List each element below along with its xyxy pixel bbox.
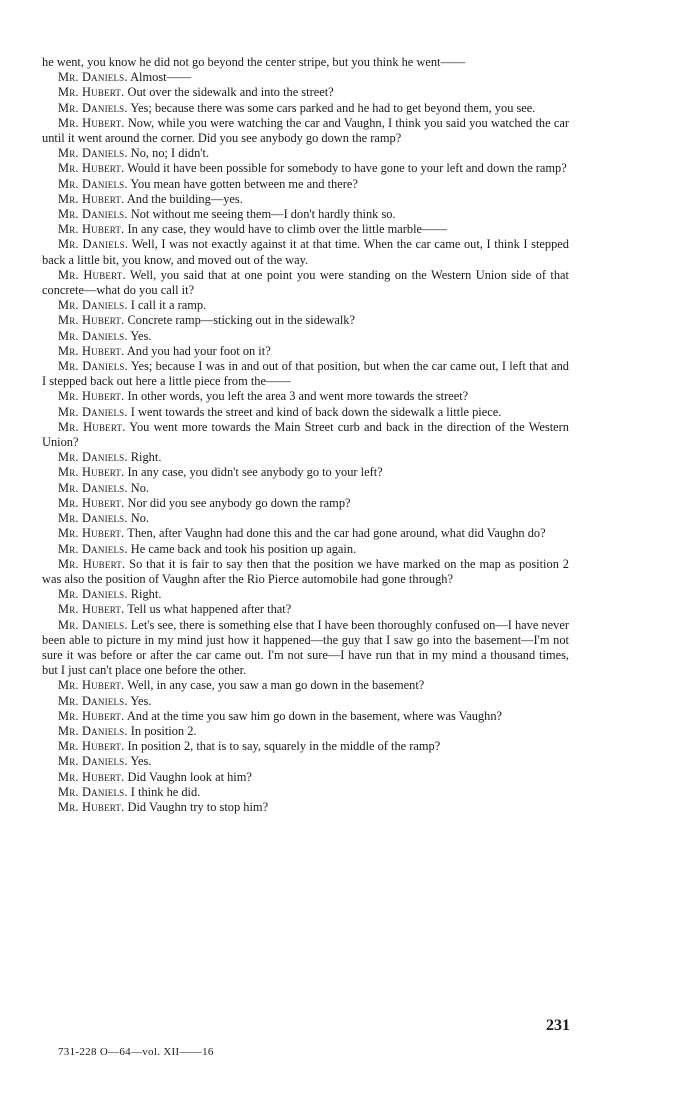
- transcript-paragraph: [42, 389, 569, 404]
- speech-text: Well, in any case, you saw a man go down in the basement?: [127, 678, 425, 693]
- speech-text: Yes.: [130, 693, 152, 708]
- speaker-label: Mr. Daniels.: [58, 450, 128, 465]
- speaker-label: Mr. Hubert.: [58, 313, 125, 328]
- speech-text: Would it have been possible for somebody to have gone to your left and down the ramp?: [127, 161, 567, 176]
- transcript-paragraph: [42, 587, 569, 602]
- transcript-paragraph: [42, 770, 569, 785]
- speaker-label: Mr. Hubert.: [58, 115, 125, 130]
- speaker-label: Mr. Daniels.: [58, 298, 128, 313]
- transcript-paragraph: [42, 177, 569, 192]
- speaker-label: Mr. Hubert.: [58, 267, 126, 282]
- speech-text: Did Vaughn try to stop him?: [127, 799, 269, 814]
- page-number: 231: [546, 1017, 570, 1034]
- transcript-paragraph: [42, 207, 569, 222]
- speech-text: In position 2.: [130, 723, 197, 738]
- speech-text: So that it is fair to say then that the position we have marked on the map as position 2 was also the position of Vaughn after the Rio Pierce automobile had gone through?: [42, 556, 569, 586]
- speech-text: He came back and took his position up again.: [130, 541, 357, 556]
- transcript-paragraph: [42, 724, 569, 739]
- speaker-label: Mr. Hubert.: [58, 191, 125, 206]
- speech-text: he went, you know he did not go beyond the center stripe, but you think he went——: [42, 55, 466, 69]
- speaker-label: Mr. Daniels.: [58, 100, 128, 115]
- transcript-paragraph: [42, 450, 569, 465]
- speaker-label: Mr. Hubert.: [58, 708, 125, 723]
- speaker-label: Mr. Hubert.: [58, 556, 126, 571]
- speech-text: Yes.: [130, 328, 152, 343]
- transcript-paragraph: [42, 481, 569, 496]
- speaker-label: Mr. Daniels.: [58, 511, 128, 526]
- transcript-paragraph: [42, 557, 569, 587]
- speaker-label: Mr. Daniels.: [58, 70, 128, 85]
- transcript-paragraph: [42, 526, 569, 541]
- speech-text: In other words, you left the area 3 and went more towards the street?: [127, 389, 469, 404]
- speaker-label: Mr. Daniels.: [58, 328, 128, 343]
- transcript-paragraph: [42, 313, 569, 328]
- speaker-label: Mr. Daniels.: [58, 541, 128, 556]
- speaker-label: Mr. Hubert.: [58, 465, 125, 480]
- transcript-paragraph: [42, 329, 569, 344]
- transcript-paragraph: [42, 618, 569, 679]
- speaker-label: Mr. Hubert.: [58, 161, 125, 176]
- speech-text: Then, after Vaughn had done this and the car had gone around, what did Vaughn do?: [127, 526, 546, 541]
- speaker-label: Mr. Daniels.: [58, 617, 128, 632]
- transcript-paragraph: [42, 511, 569, 526]
- transcript-paragraph: [42, 344, 569, 359]
- speaker-label: Mr. Daniels.: [58, 480, 128, 495]
- speaker-label: Mr. Hubert.: [58, 739, 125, 754]
- transcript-body: [42, 55, 569, 815]
- transcript-paragraph: [42, 268, 569, 298]
- transcript-paragraph: [42, 192, 569, 207]
- speaker-label: Mr. Daniels.: [58, 359, 128, 374]
- transcript-paragraph: [42, 70, 569, 85]
- speaker-label: Mr. Hubert.: [58, 678, 125, 693]
- speaker-label: Mr. Hubert.: [58, 495, 125, 510]
- speaker-label: Mr. Daniels.: [58, 146, 128, 161]
- speaker-label: Mr. Hubert.: [58, 769, 125, 784]
- transcript-paragraph: [42, 298, 569, 313]
- transcript-paragraph: [42, 602, 569, 617]
- speaker-label: Mr. Hubert.: [58, 526, 125, 541]
- speech-text: Let's see, there is something else that I have been thoroughly confused on—I have never been able to picture in my mind just how it happened—the guy that I saw go into the basement—I'm not sure it was before or after the car came out. I'm not sure—I have run that in my mind a thousand times, but I just can't place one before the other.: [42, 617, 569, 678]
- speech-text: Almost——: [130, 70, 192, 85]
- transcript-paragraph: [42, 465, 569, 480]
- speaker-label: Mr. Hubert.: [58, 419, 126, 434]
- speaker-label: Mr. Hubert.: [58, 222, 125, 237]
- speech-text: I call it a ramp.: [130, 298, 207, 313]
- speaker-label: Mr. Hubert.: [58, 389, 125, 404]
- transcript-paragraph: [42, 55, 569, 70]
- speech-text: Did Vaughn look at him?: [127, 769, 252, 784]
- speech-text: You mean have gotten between me and there?: [130, 176, 358, 191]
- transcript-paragraph: [42, 496, 569, 511]
- speaker-label: Mr. Hubert.: [58, 602, 125, 617]
- speech-text: Right.: [130, 587, 162, 602]
- transcript-paragraph: [42, 116, 569, 146]
- speech-text: You went more towards the Main Street curb and back in the direction of the Western Union?: [42, 419, 570, 450]
- transcript-paragraph: [42, 739, 569, 754]
- speech-text: In any case, you didn't see anybody go to your left?: [127, 465, 383, 480]
- transcript-paragraph: [42, 678, 569, 693]
- transcript-paragraph: [42, 359, 569, 389]
- speech-text: No.: [130, 511, 150, 526]
- speech-text: And the building—yes.: [126, 191, 243, 206]
- speech-text: Nor did you see anybody go down the ramp?: [127, 495, 351, 510]
- speech-text: Well, you said that at one point you were standing on the Western Union side of that concrete—what do you call it?: [42, 267, 569, 298]
- speaker-label: Mr. Daniels.: [58, 784, 128, 799]
- speaker-label: Mr. Hubert.: [58, 85, 125, 100]
- transcript-paragraph: [42, 222, 569, 237]
- speech-text: Tell us what happened after that?: [127, 602, 292, 617]
- transcript-paragraph: [42, 237, 569, 267]
- speech-text: Right.: [130, 450, 162, 465]
- speech-text: And you had your foot on it?: [126, 343, 271, 358]
- speaker-label: Mr. Daniels.: [58, 176, 128, 191]
- speech-text: I think he did.: [130, 784, 201, 799]
- speaker-label: Mr. Hubert.: [58, 343, 125, 358]
- speech-text: No, no; I didn't.: [130, 146, 210, 161]
- speech-text: In position 2, that is to say, squarely in the middle of the ramp?: [127, 739, 441, 754]
- speech-text: Yes.: [130, 754, 152, 769]
- speech-text: Yes; because there was some cars parked and he had to get beyond them, you see.: [130, 100, 536, 115]
- transcript-paragraph: [42, 542, 569, 557]
- speaker-label: Mr. Daniels.: [58, 207, 128, 222]
- speaker-label: Mr. Daniels.: [58, 693, 128, 708]
- speech-text: Well, I was not exactly against it at that time. When the car came out, I think I stepped back a little bit, you know, and moved out of the way.: [42, 237, 569, 267]
- speech-text: No.: [130, 480, 150, 495]
- transcript-paragraph: [42, 754, 569, 769]
- transcript-paragraph: [42, 146, 569, 161]
- speech-text: And at the time you saw him go down in the basement, where was Vaughn?: [126, 708, 503, 723]
- speaker-label: Mr. Daniels.: [58, 587, 128, 602]
- speaker-label: Mr. Daniels.: [58, 754, 128, 769]
- print-code-footer: 731-228 O—64—vol. XII——16: [58, 1046, 214, 1058]
- speech-text: In any case, they would have to climb over the little marble——: [127, 222, 447, 237]
- speech-text: Out over the sidewalk and into the street?: [127, 85, 334, 100]
- speech-text: Concrete ramp—sticking out in the sidewalk?: [127, 313, 355, 328]
- transcript-paragraph: [42, 161, 569, 176]
- transcript-paragraph: [42, 405, 569, 420]
- speech-text: Not without me seeing them—I don't hardly think so.: [130, 207, 396, 222]
- speaker-label: Mr. Daniels.: [58, 723, 128, 738]
- transcript-paragraph: [42, 709, 569, 724]
- speaker-label: Mr. Daniels.: [58, 237, 129, 252]
- speech-text: Now, while you were watching the car and Vaughn, I think you said you watched the car until it went around the corner. Did you see anybody go down the ramp?: [42, 115, 569, 146]
- transcript-paragraph: [42, 85, 569, 100]
- transcript-paragraph: [42, 101, 569, 116]
- transcript-paragraph: [42, 420, 569, 450]
- transcript-paragraph: [42, 694, 569, 709]
- speech-text: Yes; because I was in and out of that position, but when the car came out, I left that and I stepped back out here a little piece from the——: [42, 359, 569, 389]
- speaker-label: Mr. Hubert.: [58, 799, 125, 814]
- speaker-label: Mr. Daniels.: [58, 404, 128, 419]
- transcript-paragraph: [42, 785, 569, 800]
- speech-text: I went towards the street and kind of back down the sidewalk a little piece.: [130, 404, 502, 419]
- transcript-paragraph: [42, 800, 569, 815]
